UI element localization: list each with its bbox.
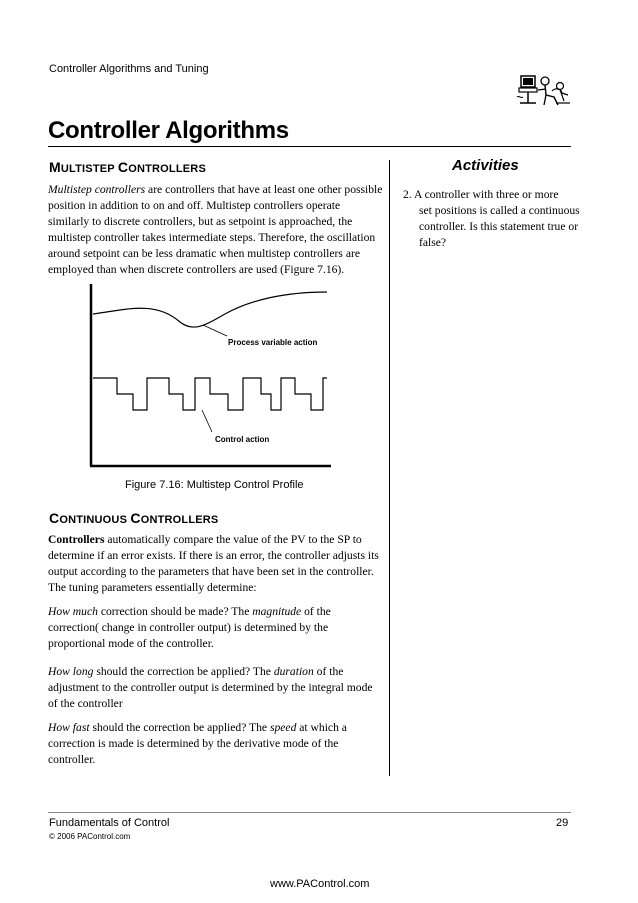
how-much-paragraph: How much correction should be made? The magnitude of the correction( change in controller output) is determined by the proportional mode of the controller. bbox=[48, 605, 331, 650]
activities-heading: Activities bbox=[452, 157, 519, 174]
control-leader-line bbox=[202, 410, 212, 432]
control-label: Control action bbox=[215, 435, 270, 444]
footer-url: www.PAControl.com bbox=[270, 878, 370, 890]
multistep-paragraph: Multistep controllers are controllers that have at least one other possible position in addition to on and off. Multistep controllers operate similarly to discrete controllers, but as setpoint is approached, the multistep controller takes intermediate steps. Therefore, the oscillation around setpoint can be less dramatic when multistep controllers are employed than when discrete controllers are used (Figure 7.16). bbox=[48, 183, 383, 276]
section-heading-continuous: CONTINUOUS CONTROLLERS bbox=[49, 510, 219, 526]
figure-caption: Figure 7.16: Multistep Control Profile bbox=[125, 479, 304, 491]
process-variable-curve bbox=[93, 292, 327, 327]
continuous-controllers-text bbox=[48, 532, 383, 768]
column-divider bbox=[389, 160, 390, 776]
title-rule bbox=[48, 146, 571, 147]
running-header: Controller Algorithms and Tuning bbox=[49, 63, 209, 75]
footer-rule bbox=[48, 812, 571, 813]
control-action-steps bbox=[93, 378, 327, 410]
copyright-notice: © 2006 PAControl.com bbox=[49, 832, 131, 841]
continuous-intro-paragraph: Controllers automatically compare the value of the PV to the SP to determine if an error exists. If there is an error, the controller adjusts its output according to the parameters that have been set in the controller. The tuning parameters essentially determine: bbox=[48, 533, 379, 594]
person-at-computer-icon bbox=[516, 73, 572, 109]
how-long-paragraph: How long should the correction be applied? The duration of the adjustment to the controller output is determined by the integral mode of the controller bbox=[48, 665, 373, 710]
section-heading-multistep: MULTISTEP CONTROLLERS bbox=[49, 159, 206, 175]
page-title: Controller Algorithms bbox=[48, 117, 289, 144]
page-number: 29 bbox=[556, 817, 569, 829]
footer-book-title: Fundamentals of Control bbox=[49, 817, 170, 829]
activity-item: 2. A controller with three or more set positions is called a continuous controller. Is this statement true or false? bbox=[403, 188, 580, 249]
multistep-control-profile-figure bbox=[85, 282, 345, 472]
how-fast-paragraph: How fast should the correction be applied? The speed at which a correction is made is determined by the derivative mode of the controller. bbox=[48, 721, 347, 766]
pv-leader-line bbox=[203, 325, 227, 336]
pv-label: Process variable action bbox=[228, 338, 318, 347]
